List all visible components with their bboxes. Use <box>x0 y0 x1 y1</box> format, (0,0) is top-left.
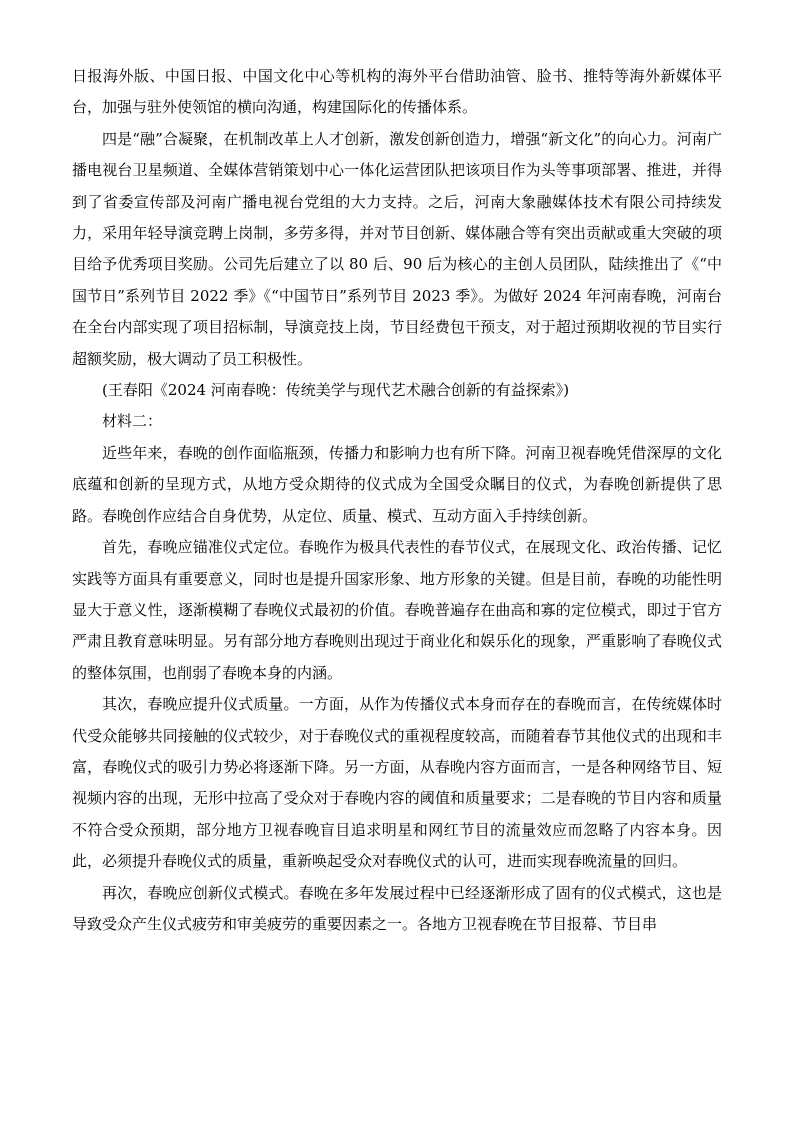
document-page <box>72 61 722 940</box>
paragraph-integration-mechanism: 四是“融”合凝聚，在机制改革上人才创新，激发创新创造力，增强“新文化”的向心力。河南广播电视台卫星频道、全媒体营销策划中心一体化运营团队把该项目作为头等事项部署、推进，并得到了省委宣传部及河南广播电视台党组的大力支持。之后，河南大象融媒体技术有限公司持续发力，采用年轻导演竞聘上岗制，多劳多得，并对节目创新、媒体融合等有突出贡献或重大突破的项目给予优秀项目奖励。公司先后建立了以 80 后、90 后为核心的主创人员团队，陆续推出了《“中国节日”系列节目 2022 季》《“中国节日”系列节目 2023 季》。为做好 2024 年河南春晚，河南台在全台内部实现了项目招标制，导演竞技上岗，节目经费包干预支，对于超过预期收视的节目实行超额奖励，极大调动了员工积极性。 <box>72 129 722 368</box>
paragraph-overseas-platforms: 日报海外版、中国日报、中国文化中心等机构的海外平台借助油管、脸书、推特等海外新媒体平台，加强与驻外使领馆的横向沟通，构建国际化的传播体系。 <box>72 67 722 117</box>
material-two-heading: 材料二： <box>102 412 163 431</box>
paragraph-quality: 其次，春晚应提升仪式质量。一方面，从作为传播仪式本身而存在的春晚而言，在传统媒体时代受众能够共同接触的仪式较少，对于春晚仪式的重视程度较高，而随着春节其他仪式的出现和丰富，春晚仪式的吸引力势必将逐渐下降。另一方面，从春晚内容方面而言，一是各种网络节目、短视频内容的出现，无形中拉高了受众对于春晚内容的阈值和质量要求；二是春晚的节目内容和质量不符合受众预期，部分地方卫视春晚盲目追求明星和网红节目的流量效应而忽略了内容本身。因此，必须提升春晚仪式的质量，重新唤起受众对春晚仪式的认可，进而实现春晚流量的回归。 <box>72 695 722 871</box>
paragraph-intro: 近些年来，春晚的创作面临瓶颈，传播力和影响力也有所下降。河南卫视春晚凭借深厚的文化底蕴和创新的呈现方式，从地方受众期待的仪式成为全国受众瞩目的仪式，为春晚创新提供了思路。春晚创作应结合自身优势，从定位、质量、模式、互动方面入手持续创新。 <box>72 443 722 525</box>
source-citation: (王春阳《2024 河南春晚：传统美学与现代艺术融合创新的有益探索》) <box>102 381 570 400</box>
paragraph-positioning: 首先，春晚应锚准仪式定位。春晚作为极具代表性的春节仪式，在展现文化、政治传播、记忆实践等方面具有重要意义，同时也是提升国家形象、地方形象的关键。但是目前，春晚的功能性明显大于意义性，逐渐模糊了春晚仪式最初的价值。春晚普遍存在曲高和寡的定位模式，即过于官方严肃且教育意味明显。另有部分地方春晚则出现过于商业化和娱乐化的现象，严重影响了春晚仪式的整体氛围，也削弱了春晚本身的内涵。 <box>72 538 722 682</box>
paragraph-mode: 再次，春晚应创新仪式模式。春晚在多年发展过程中已经逐渐形成了固有的仪式模式，这也是导致受众产生仪式疲劳和审美疲劳的重要因素之一。各地方卫视春晚在节目报幕、节目串 <box>72 883 722 933</box>
